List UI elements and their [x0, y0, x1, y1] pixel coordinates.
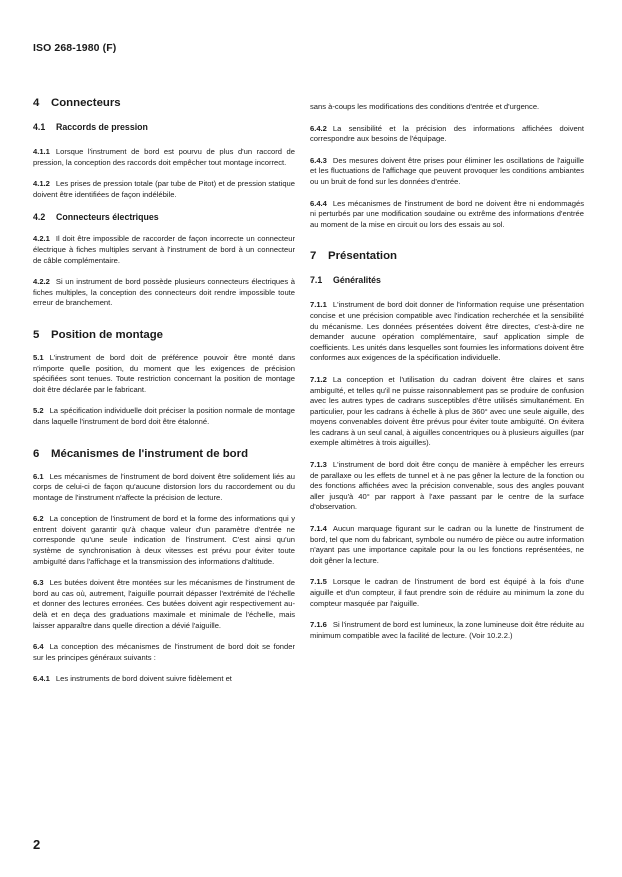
paragraph-7-1-6: 7.1.6 Si l'instrument de bord est lumineux, la zone lumineuse doit être réduite au minimum compatible avec la facilité de lecture. (Voir 10.2.2.)	[310, 620, 584, 640]
paragraph-4-2-2: 4.2.2 Si un instrument de bord possède plusieurs connecteurs électriques à fiches multiples, la conception des connecteurs doit rendre impossible toute erreur de branchement.	[33, 277, 295, 308]
paragraph-4-1-2: 4.1.2 Les prises de pression totale (par tube de Pitot) et de pression statique doivent être identifiées de façon indélébile.	[33, 179, 295, 199]
paragraph-6-3: 6.3 Les butées doivent être montées sur les mécanismes de l'instrument de bord au cas où, autrement, l'aiguille pourrait dépasser l'extrémité de l'échelle et donner des lectures erronées. Ces butées doivent agir respectivement au-delà et en deça des graduations maximale et minimale de l'échelle, mais laisser apparaître dans quelle direction a dévié l'aiguille.	[33, 578, 295, 630]
paragraph-5-1: 5.1 L'instrument de bord doit de préférence pouvoir être monté dans n'importe quelle position, du moment que les exigences de précision spécifiées sont tenues. Toute restriction concernant la position de montage doit être déclarée par le fabricant.	[33, 352, 295, 394]
section-4-1-heading: 4.1 Raccords de pression	[33, 122, 148, 132]
section-4-2-heading: 4.2 Connecteurs électriques	[33, 212, 159, 223]
document-id-header: ISO 268-1980 (F)	[33, 42, 117, 54]
section-5-heading: 5 Position de montage	[33, 328, 164, 341]
paragraph-6-4-1: 6.4.1 Les instruments de bord doivent suivre fidèlement et	[33, 674, 232, 684]
paragraph-6-4: 6.4 La conception des mécanismes de l'instrument de bord doit se fonder sur les principes généraux suivants :	[33, 642, 295, 662]
paragraph-6-4-4: 6.4.4 Les mécanismes de l'instrument de bord ne doivent être ni endommagés ni perturbés par une modification soudaine ou extrême des informations d'entrée au moment de la mise en circuit ou lors des essais au sol.	[310, 198, 584, 229]
right-column	[310, 102, 584, 641]
paragraph-7-1-2: 7.1.2 La conception et l'utilisation du cadran doivent être claires et sans ambiguïté, et telles qu'il ne puisse raisonnablement pas se produire de confusion avec les autres types de cadrans susceptibles d'être utilisés simultanément. En particulier, pour les cadrans à échelle à plus de 360° avec une seule aiguille, des moyens convenables doivent être prévus pour éviter toute ambiguïté. On évitera les cadrans à un seul canal, à aiguilles concentriques ou à plusieurs aiguilles (par exemple altimètres à trois aiguilles).	[310, 374, 584, 448]
paragraph-5-2: 5.2 La spécification individuelle doit préciser la position normale de montage dans laquelle l'instrument de bord doit être étalonné.	[33, 406, 295, 426]
paragraph-6-1: 6.1 Les mécanismes de l'instrument de bord doivent être solidement liés au corps de celui-ci de façon qu'aucune distorsion lors du raccordement ou du montage de l'instrument n'affecte la précision de lecture.	[33, 471, 295, 502]
section-6-heading: 6 Mécanismes de l'instrument de bord	[33, 447, 249, 460]
page-number: 2	[33, 837, 41, 852]
paragraph-4-2-1: 4.2.1 Il doit être impossible de raccorder de façon incorrecte un connecteur électrique à fiches multiples servant à l'instrument de bord à un connecteur de câble complémentaire.	[33, 234, 295, 265]
section-7-heading: 7 Présentation	[310, 250, 397, 263]
paragraph-6-4-1-continued: sans à-coups les modifications des conditions d'entrée et d'urgence.	[310, 102, 540, 111]
paragraph-6-2: 6.2 La conception de l'instrument de bord et la forme des informations qui y entrent doivent garantir qu'à chaque valeur d'un paramètre d'entrée ne corresponde qu'une seule indication de l'instrument. C'est ainsi qu'un système de synchronisation à deux vitesses est prévu pour éviter toute ambiguïté dans l'affichage et la transmission des informations d'altitude.	[33, 514, 295, 566]
section-4-heading: 4 Connecteurs	[33, 97, 121, 109]
paragraph-7-1-4: 7.1.4 Aucun marquage figurant sur le cadran ou la lunette de l'instrument de bord, tel que nom du fabricant, symbole ou numéro de pièce ou autre information n'ayant pas une importance capitale pour la ou les fonctions représentées, ne doit gêner la lecture.	[310, 524, 584, 565]
paragraph-6-4-3: 6.4.3 Des mesures doivent être prises pour éliminer les oscillations de l'aiguille et les fluctuations de l'affichage que peuvent provoquer les conditions ambiantes ou un bruit de fond sur les données d'entrée.	[310, 155, 584, 186]
paragraph-6-4-2: 6.4.2 La sensibilité et la précision des informations affichées doivent correspondre aux besoins de l'équipage.	[310, 123, 584, 144]
left-column	[33, 96, 295, 685]
paragraph-7-1-1: 7.1.1 L'instrument de bord doit donner de l'information requise une présentation concise et une précision compatible avec l'indication recherchée et la sensibilité du mécanisme. Les données présentées doivent être directes, c'est-à-dire ne demander aucune opération complémentaire, sauf application simple de coefficients. Les unités dans lesquelles sont fournies les informations doivent être conformes aux exigences de la spécification individuelle.	[310, 300, 584, 363]
paragraph-7-1-5: 7.1.5 Lorsque le cadran de l'instrument de bord est équipé à la fois d'une aiguille et d'un compteur, il faut prendre soin de réduire au minimum la zone du compteur masquée par l'aiguille.	[310, 577, 584, 608]
paragraph-4-1-1: 4.1.1 Lorsque l'instrument de bord est pourvu de plus d'un raccord de pression, la conception des raccords doit empêcher tout montage incorrect.	[33, 147, 295, 167]
section-7-1-heading: 7.1 Généralités	[310, 275, 381, 286]
paragraph-7-1-3: 7.1.3 L'instrument de bord doit être conçu de manière à empêcher les erreurs de parallaxe ou les effets de tunnel et à ne pas gêner la lecture de la fonction ou des fonctions affichées avec la précision convenable, sous des angles pouvant aller jusqu'à 40° par rapport à l'axe passant par le centre de la surface d'observation.	[310, 460, 584, 512]
